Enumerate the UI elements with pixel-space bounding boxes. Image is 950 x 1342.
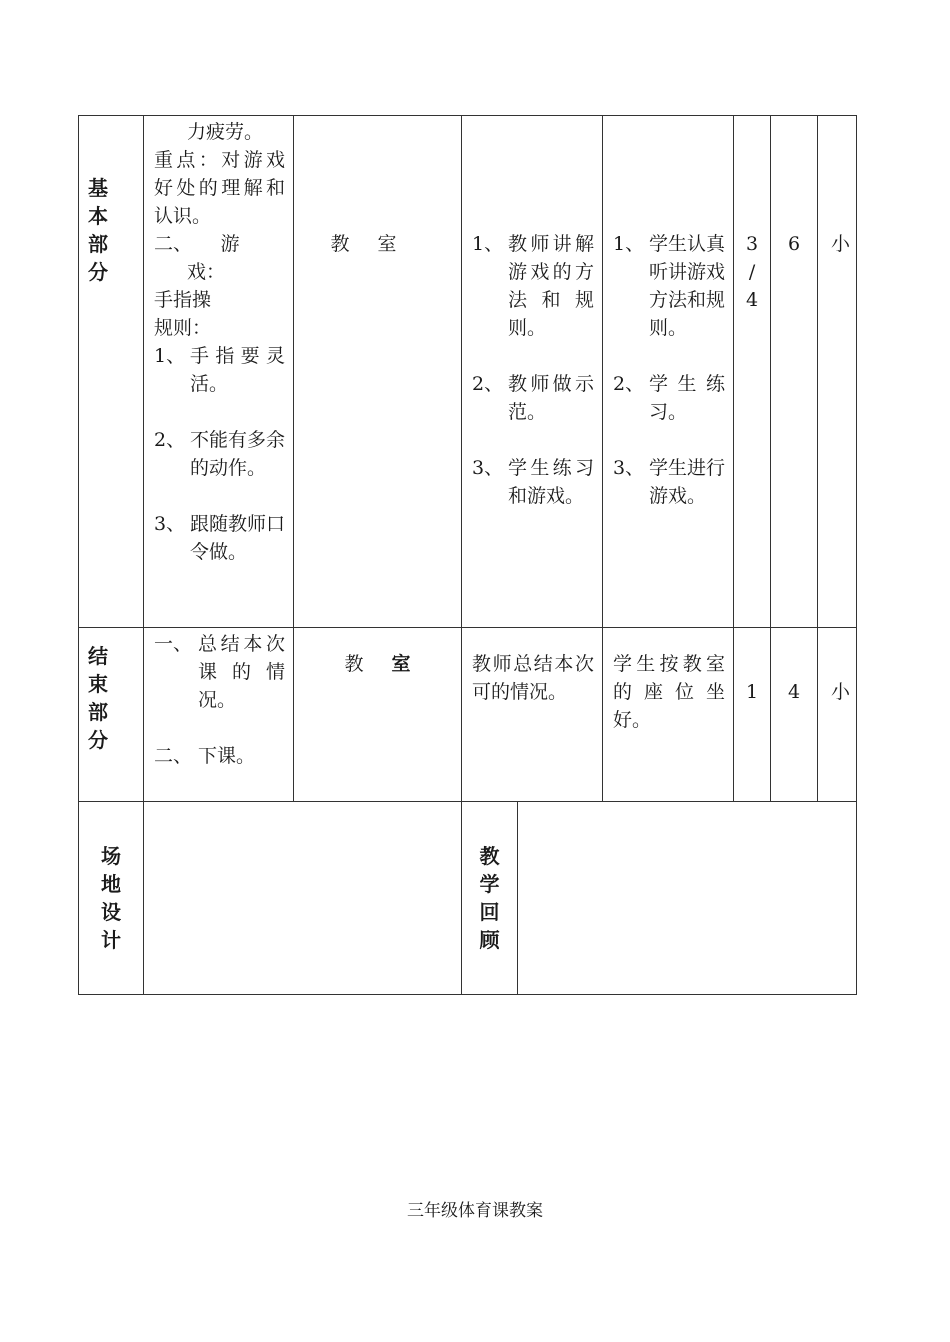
end-item: 二、 下课。 [154, 745, 256, 767]
basic-teacher-activity [462, 116, 603, 628]
student-step: 1、 学生认真听讲游戏方法和规则。 [613, 233, 726, 339]
teacher-step: 2、 教师做示范。 [472, 373, 595, 423]
bottom-row [79, 802, 857, 995]
basic-section-row [79, 116, 857, 628]
basic-duration: 6 [771, 116, 818, 628]
end-times: 1 [734, 628, 771, 802]
teaching-review-area [518, 802, 857, 995]
game-word: 戏： [187, 261, 226, 283]
rules-heading: 规则： [154, 317, 212, 339]
rule-item: 1、 手指要灵活。 [154, 345, 285, 395]
basic-times: 3 / 4 [734, 116, 771, 628]
game-heading: 二、 游 [154, 233, 240, 255]
field-design-label: 场 地 设 计 [79, 802, 144, 995]
end-duration: 4 [771, 628, 818, 802]
end-section-row [79, 628, 857, 802]
field-design-area [144, 802, 462, 995]
end-section-label: 结 束 部 分 [79, 628, 144, 802]
basic-section-content [144, 116, 294, 628]
teacher-step: 1、 教师讲解游戏的方法和规则。 [472, 233, 595, 339]
lesson-plan-table [78, 115, 857, 995]
content-line: 力疲劳。 [187, 121, 264, 143]
basic-section-label: 基 本 部 分 [79, 116, 144, 628]
end-item: 一、 总结本次课的情况。 [154, 633, 285, 711]
basic-place: 教室 [294, 116, 462, 628]
end-section-content [144, 628, 294, 802]
key-point: 重点：对游戏好处的理解和认识。 [154, 149, 285, 227]
end-place: 教室 [294, 628, 462, 802]
basic-intensity: 小 [818, 116, 857, 628]
game-name: 手指操 [154, 289, 212, 311]
rule-item: 2、 不能有多余的动作。 [154, 429, 286, 479]
teacher-step: 3、 学生练习和游戏。 [472, 457, 595, 507]
student-step: 3、 学生进行游戏。 [613, 457, 726, 507]
end-intensity: 小 [818, 628, 857, 802]
student-step: 2、 学生练习。 [613, 373, 726, 423]
end-student-activity: 学生按教室的座位坐好。 [603, 628, 734, 802]
basic-student-activity [603, 116, 734, 628]
page-footer: 三年级体育课教案 [407, 1201, 543, 1221]
teaching-review-label: 教 学 回 顾 [462, 802, 518, 995]
rule-item: 3、 跟随教师口令做。 [154, 513, 286, 563]
end-teacher-activity: 教师总结本次可的情况。 [462, 628, 603, 802]
